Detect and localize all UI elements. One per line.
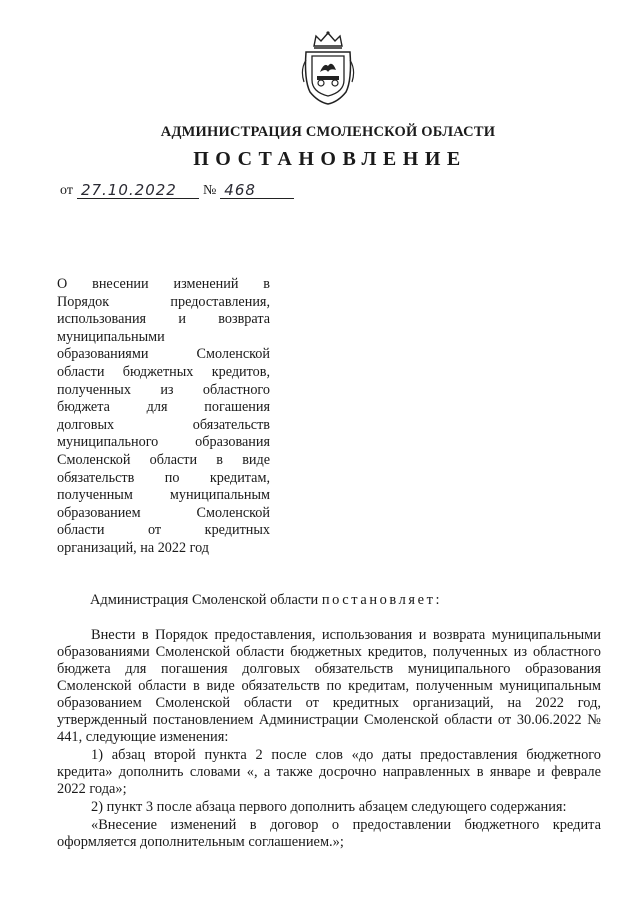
organization-title: АДМИНИСТРАЦИЯ СМОЛЕНСКОЙ ОБЛАСТИ — [160, 124, 496, 140]
date-number-line — [60, 182, 294, 199]
subject-line: обязательств по кредитам, — [57, 469, 270, 486]
subject-line: муниципального образования — [57, 434, 270, 451]
coat-of-arms-emblem — [300, 30, 356, 106]
number-handwritten: 468 — [220, 182, 294, 199]
body-paragraph: «Внесение изменений в договор о предоставлении бюджетного кредита оформляется дополнительным соглашением.»; — [57, 817, 601, 850]
subject-line: О внесении изменений в — [57, 276, 270, 292]
decree-line — [90, 592, 442, 609]
subject-line: полученным муниципальным — [57, 487, 270, 504]
subject-line: области бюджетных кредитов, — [57, 363, 270, 380]
number-prefix: № — [202, 183, 217, 198]
subject-line: муниципальными — [57, 328, 165, 345]
subject-line: бюджета для погашения — [57, 399, 270, 416]
subject-line: использования и возврата — [57, 311, 270, 328]
decree-lead: Администрация Смоленской области — [90, 592, 319, 608]
document-type-title: ПОСТАНОВЛЕНИЕ — [193, 148, 467, 170]
body-paragraph: 2) пункт 3 после абзаца первого дополнить абзацем следующего содержания: — [91, 799, 567, 815]
subject-line: долговых обязательств — [57, 416, 270, 433]
body-paragraph: Внести в Порядок предоставления, использования и возврата муниципальными образованиями Смоленской области бюджетных кредитов, полученных из областного бюджета для погашения долговых обязательств муниципального образования Смоленской области в виде обязательств по кредитам, полученным муниципальным образованием Смоленской области от кредитных организаций, на 2022 год, утвержденный постановлением Администрации Смоленской области от 30.06.2022 № 441, следующие изменения: — [57, 627, 601, 745]
document-body — [57, 627, 601, 851]
subject-line: области от кредитных — [57, 522, 270, 539]
subject-line: Смоленской области в виде — [57, 451, 270, 468]
subject-block — [57, 276, 270, 558]
subject-line: полученных из областного — [57, 381, 270, 398]
date-handwritten: 27.10.2022 — [77, 182, 199, 199]
subject-line: организаций, на 2022 год — [57, 539, 209, 556]
date-prefix: от — [60, 183, 73, 198]
subject-line: Порядок предоставления, — [57, 293, 270, 310]
subject-line: образованием Смоленской — [57, 504, 270, 521]
decree-verb: постановляет: — [321, 592, 443, 608]
body-paragraph: 1) абзац второй пункта 2 после слов «до даты предоставления бюджетного кредита» дополнить словами «, а также досрочно направленных в январе и феврале 2022 года»; — [57, 747, 601, 797]
subject-line: образованиями Смоленской — [57, 346, 270, 363]
